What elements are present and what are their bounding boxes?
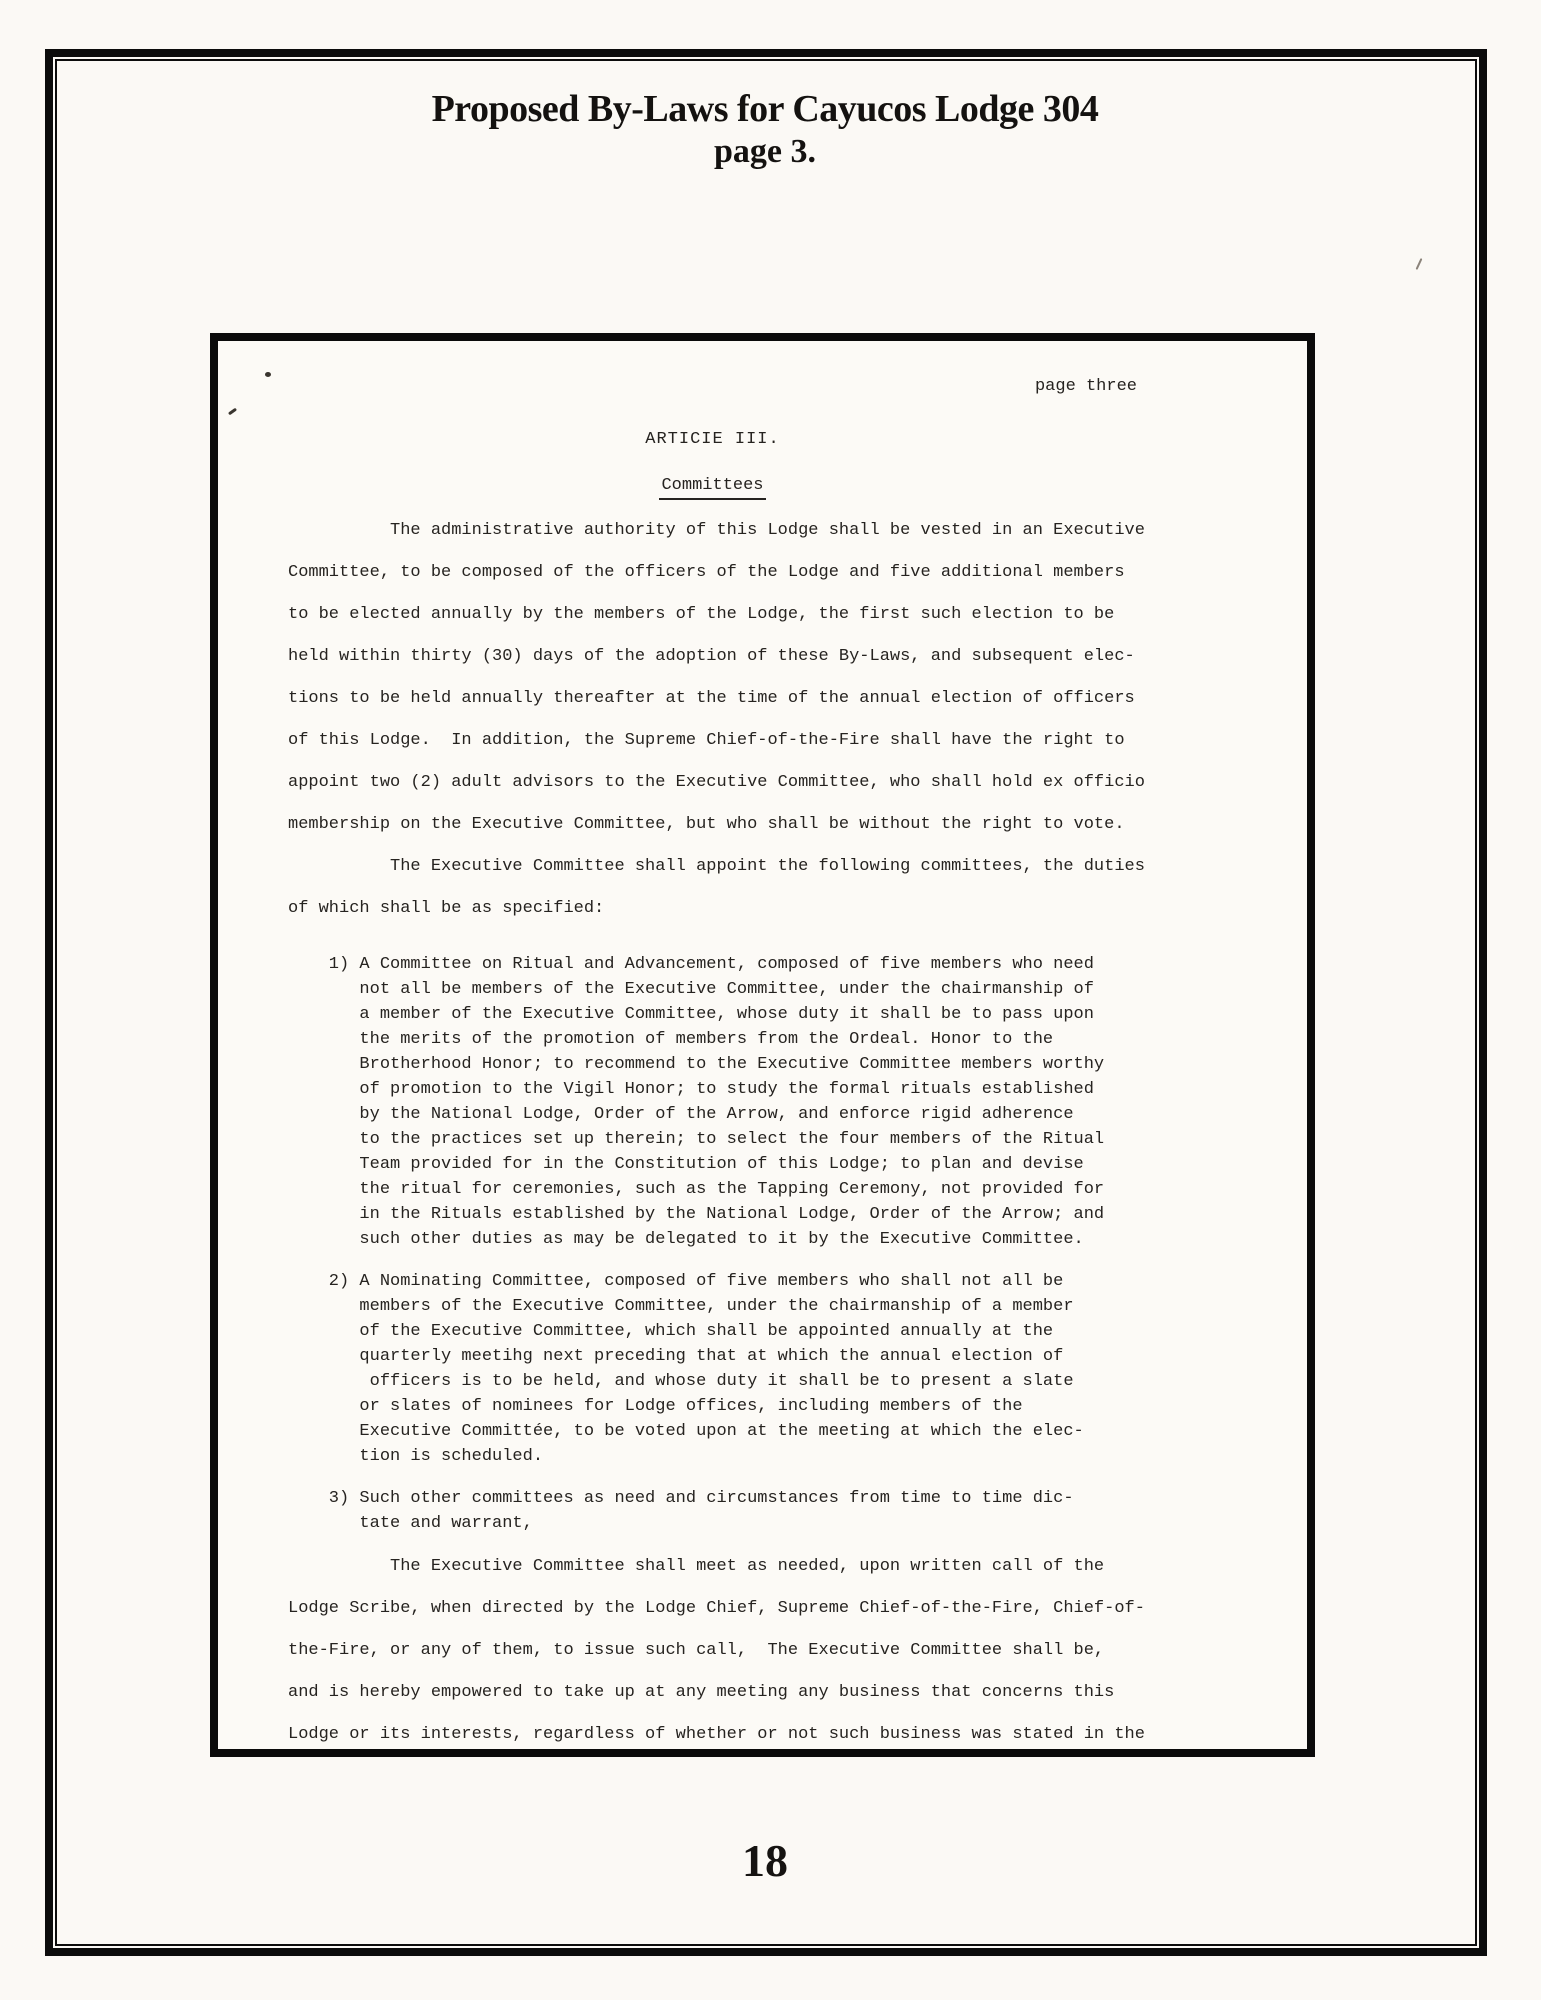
- typed-line: quarterly meetihg next preceding that at which the annual election of: [288, 1347, 1064, 1366]
- list-item-ritual-advancement-committee: [288, 952, 1267, 1252]
- typed-line: appoint two (2) adult advisors to the Executive Committee, who shall hold ex officio: [288, 773, 1145, 792]
- typed-line: of this Lodge. In addition, the Supreme Chief-of-the-Fire shall have the right to: [288, 731, 1125, 750]
- page-title: Proposed By-Laws for Cayucos Lodge 304: [431, 88, 1099, 130]
- article-heading: ARTICIE III.: [645, 430, 780, 449]
- typed-line: the-Fire, or any of them, to issue such call, The Executive Committee shall be,: [288, 1641, 1105, 1660]
- typed-line: in the Rituals established by the National Lodge, Order of the Arrow; and: [288, 1205, 1105, 1224]
- typed-line: to be elected annually by the members of the Lodge, the first such election to be: [288, 605, 1115, 624]
- article-heading-wrap: [288, 429, 1137, 500]
- typed-line: The Executive Committee shall appoint the following committees, the duties: [288, 857, 1145, 876]
- typed-line: membership on the Executive Committee, but who shall be without the right to vote.: [288, 815, 1125, 834]
- typed-line: The Executive Committee shall meet as needed, upon written call of the: [288, 1557, 1105, 1576]
- typed-line: 2) A Nominating Committee, composed of five members who shall not all be: [288, 1272, 1064, 1291]
- typed-page-label: page three: [1034, 377, 1137, 396]
- typed-line: The administrative authority of this Lodge shall be vested in an Executive: [288, 521, 1145, 540]
- typed-line: and is hereby empowered to take up at any meeting any business that concerns this: [288, 1683, 1115, 1702]
- document-header: [0, 88, 1530, 172]
- typed-line: by the National Lodge, Order of the Arrow, and enforce rigid adherence: [288, 1105, 1074, 1124]
- section-heading-text: Committees: [659, 475, 765, 500]
- typed-line: Lodge Scribe, when directed by the Lodge Chief, Supreme Chief-of-the-Fire, Chief-of-: [288, 1599, 1145, 1618]
- typed-line: such other duties as may be delegated to it by the Executive Committee.: [288, 1230, 1084, 1249]
- typed-line: members of the Executive Committee, under the chairmanship of a member: [288, 1297, 1074, 1316]
- typed-line: tion is scheduled.: [288, 1447, 544, 1466]
- typed-line: the ritual for ceremonies, such as the Tapping Ceremony, not provided for: [288, 1180, 1105, 1199]
- scan-speck: [265, 372, 271, 377]
- typed-line: officers is to be held, and whose duty it shall be to present a slate: [288, 1372, 1074, 1391]
- typed-line: Team provided for in the Constitution of this Lodge; to plan and devise: [288, 1155, 1084, 1174]
- typed-line: the merits of the promotion of members from the Ordeal. Honor to the: [288, 1030, 1054, 1049]
- list-item-nominating-committee: [288, 1269, 1267, 1469]
- list-item-other-committees: [288, 1486, 1267, 1536]
- typed-line: Brotherhood Honor; to recommend to the Executive Committee members worthy: [288, 1055, 1105, 1074]
- typed-line: Committee, to be composed of the officers of the Lodge and five additional members: [288, 563, 1125, 582]
- typed-line: held within thirty (30) days of the adoption of these By-Laws, and subsequent elec-: [288, 647, 1135, 666]
- typed-line: to the practices set up therein; to select the four members of the Ritual: [288, 1130, 1105, 1149]
- typed-line: tions to be held annually thereafter at the time of the annual election of officers: [288, 689, 1135, 708]
- typed-line: 1) A Committee on Ritual and Advancement, composed of five members who need: [288, 955, 1094, 974]
- typed-line: a member of the Executive Committee, whose duty it shall be to pass upon: [288, 1005, 1094, 1024]
- paragraph-committee-appointments: [288, 846, 1267, 930]
- typed-line: of which shall be as specified:: [288, 899, 605, 918]
- page-subtitle: page 3.: [714, 132, 816, 170]
- paragraph-executive-meetings: [288, 1546, 1267, 1756]
- section-heading: [288, 475, 1137, 500]
- page-number: 18: [742, 1835, 788, 1886]
- typed-line: of promotion to the Vigil Honor; to study the formal rituals established: [288, 1080, 1094, 1099]
- typed-line: of the Executive Committee, which shall be appointed annually at the: [288, 1322, 1054, 1341]
- typed-line: Executive Committée, to be voted upon at the meeting at which the elec-: [288, 1422, 1084, 1441]
- typewritten-page-frame: [210, 333, 1315, 1757]
- typed-line: not all be members of the Executive Committee, under the chairmanship of: [288, 980, 1094, 999]
- typewritten-content: [218, 341, 1307, 1749]
- typed-line: tate and warrant,: [288, 1514, 533, 1533]
- paragraph-administrative-authority: [288, 510, 1267, 846]
- typed-line: 3) Such other committees as need and circumstances from time to time dic-: [288, 1489, 1074, 1508]
- typed-line: Lodge or its interests, regardless of whether or not such business was stated in the: [288, 1725, 1145, 1744]
- typed-line: or slates of nominees for Lodge offices, including members of the: [288, 1397, 1023, 1416]
